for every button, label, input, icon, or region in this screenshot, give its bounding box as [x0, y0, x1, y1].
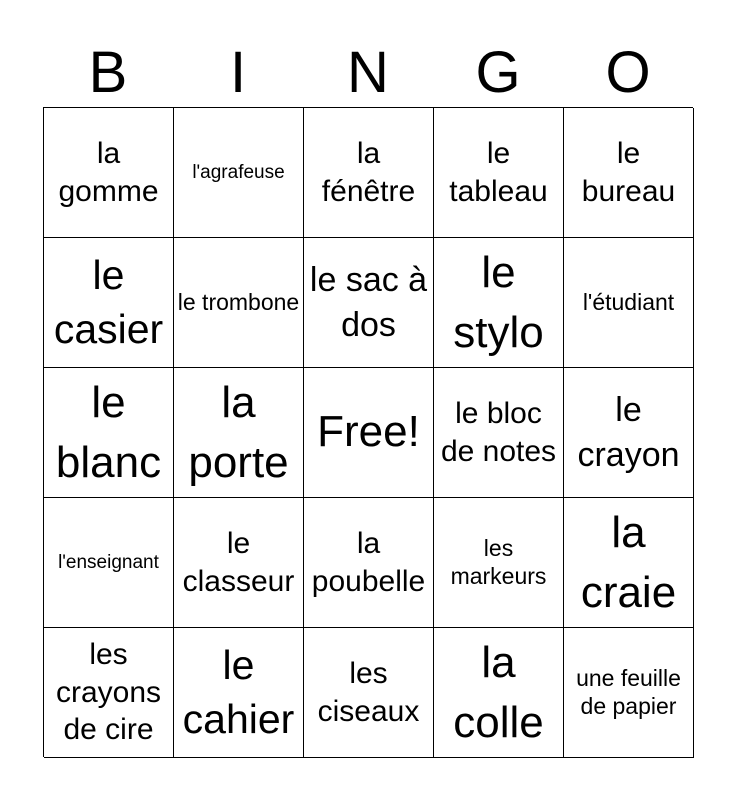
- cell-text: les markeurs: [450, 534, 547, 589]
- header-letter-o: O: [605, 40, 651, 105]
- cell-text: le bureau: [581, 137, 676, 208]
- cell-text: la colle: [453, 637, 544, 747]
- bingo-header: [43, 40, 693, 106]
- cell-text: le sac à dos: [309, 261, 428, 344]
- bingo-cell[interactable]: [44, 628, 174, 758]
- cell-text: la porte: [188, 377, 289, 487]
- bingo-cell[interactable]: [44, 108, 174, 238]
- cell-text: le stylo: [453, 247, 544, 357]
- bingo-cell[interactable]: [304, 498, 434, 628]
- cell-text: l'agrafeuse: [192, 161, 285, 183]
- bingo-board: [43, 107, 693, 757]
- cell-text: le cahier: [182, 642, 295, 742]
- free-space-text: Free!: [317, 407, 420, 457]
- cell-text: le casier: [53, 252, 164, 352]
- header-letter-b: B: [88, 40, 128, 105]
- bingo-cell[interactable]: [304, 628, 434, 758]
- cell-text: le bloc de notes: [440, 397, 557, 468]
- bingo-cell[interactable]: [174, 498, 304, 628]
- header-letter-i: I: [229, 40, 247, 105]
- bingo-cell[interactable]: [564, 498, 694, 628]
- cell-text: la gomme: [58, 137, 159, 208]
- header-letter-g: G: [475, 40, 521, 105]
- bingo-cell[interactable]: [434, 498, 564, 628]
- cell-text: les ciseaux: [317, 657, 420, 728]
- cell-text: le blanc: [55, 377, 162, 487]
- cell-text: les crayons de cire: [55, 638, 162, 747]
- bingo-cell[interactable]: [434, 238, 564, 368]
- bingo-cell[interactable]: [564, 238, 694, 368]
- cell-text: l'enseignant: [58, 551, 159, 573]
- bingo-cell[interactable]: [434, 108, 564, 238]
- bingo-cell[interactable]: [304, 238, 434, 368]
- bingo-cell[interactable]: [564, 108, 694, 238]
- bingo-cell[interactable]: [564, 628, 694, 758]
- cell-text: l'étudiant: [582, 288, 675, 315]
- bingo-cell[interactable]: [44, 368, 174, 498]
- bingo-cell[interactable]: [44, 238, 174, 368]
- bingo-cell[interactable]: [434, 628, 564, 758]
- header-letter-n: N: [347, 40, 389, 105]
- bingo-cell[interactable]: [174, 238, 304, 368]
- cell-text: le classeur: [182, 527, 295, 598]
- bingo-cell[interactable]: [434, 368, 564, 498]
- cell-text: la fénêtre: [321, 137, 416, 208]
- bingo-cell[interactable]: [44, 498, 174, 628]
- bingo-cell[interactable]: [564, 368, 694, 498]
- bingo-cell[interactable]: [174, 628, 304, 758]
- cell-text: la poubelle: [311, 527, 426, 598]
- cell-text: le crayon: [577, 391, 680, 474]
- cell-text: une feuille de papier: [576, 664, 681, 719]
- bingo-cell[interactable]: [174, 368, 304, 498]
- bingo-cell[interactable]: [304, 108, 434, 238]
- bingo-cell[interactable]: [174, 108, 304, 238]
- cell-text: le trombone: [177, 288, 300, 315]
- cell-text: la craie: [580, 507, 677, 617]
- cell-text: le tableau: [449, 137, 548, 208]
- free-space-cell[interactable]: [304, 368, 434, 498]
